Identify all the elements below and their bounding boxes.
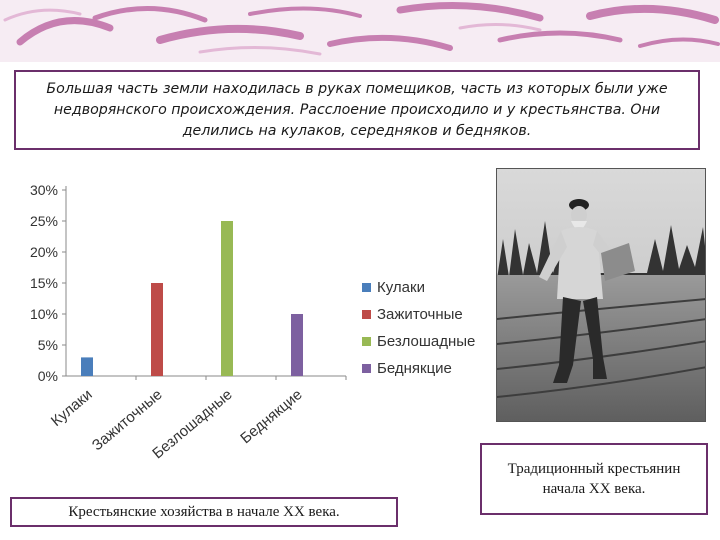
legend-swatch [362, 283, 371, 292]
photo-caption: Традиционный крестьянин начала XX века. [480, 443, 708, 515]
y-tick-label: 25% [29, 213, 58, 229]
header-text-box [14, 70, 700, 150]
bar-4 [291, 314, 303, 376]
x-tick-label: Беднякцие [237, 386, 306, 448]
y-tick-label: 0% [37, 368, 58, 384]
y-tick-label: 10% [29, 306, 58, 322]
decorative-header-band [0, 0, 720, 62]
bar-3 [221, 221, 233, 376]
y-tick-label: 15% [29, 275, 58, 291]
x-tick-label: Зажиточные [88, 386, 166, 455]
x-tick-label: Кулаки [47, 386, 96, 430]
legend-label: Безлошадные [377, 333, 476, 350]
y-tick-label: 20% [29, 244, 58, 260]
chart-caption: Крестьянские хозяйства в начале XX века. [10, 497, 398, 527]
legend-label: Кулаки [377, 279, 425, 296]
bar-chart [0, 170, 490, 490]
y-tick-label: 30% [29, 182, 58, 198]
bar-1 [81, 357, 93, 376]
header-text: Большая часть земли находилась в руках помещиков, часть из которых были уже недворянского происхождения. Расслоение происходило и у крестьянства. Они делились на кулаков, середняков и бедняков. [46, 80, 668, 139]
y-tick-label: 5% [37, 337, 58, 353]
legend-label: Беднякцие [377, 360, 452, 377]
x-tick-label: Безлошадные [149, 386, 236, 463]
swirl-ornament-icon [0, 0, 720, 62]
legend-label: Зажиточные [377, 306, 463, 323]
peasant-photo [496, 168, 706, 422]
legend-swatch [362, 337, 371, 346]
legend-swatch [362, 364, 371, 373]
legend-swatch [362, 310, 371, 319]
bar-2 [151, 283, 163, 376]
